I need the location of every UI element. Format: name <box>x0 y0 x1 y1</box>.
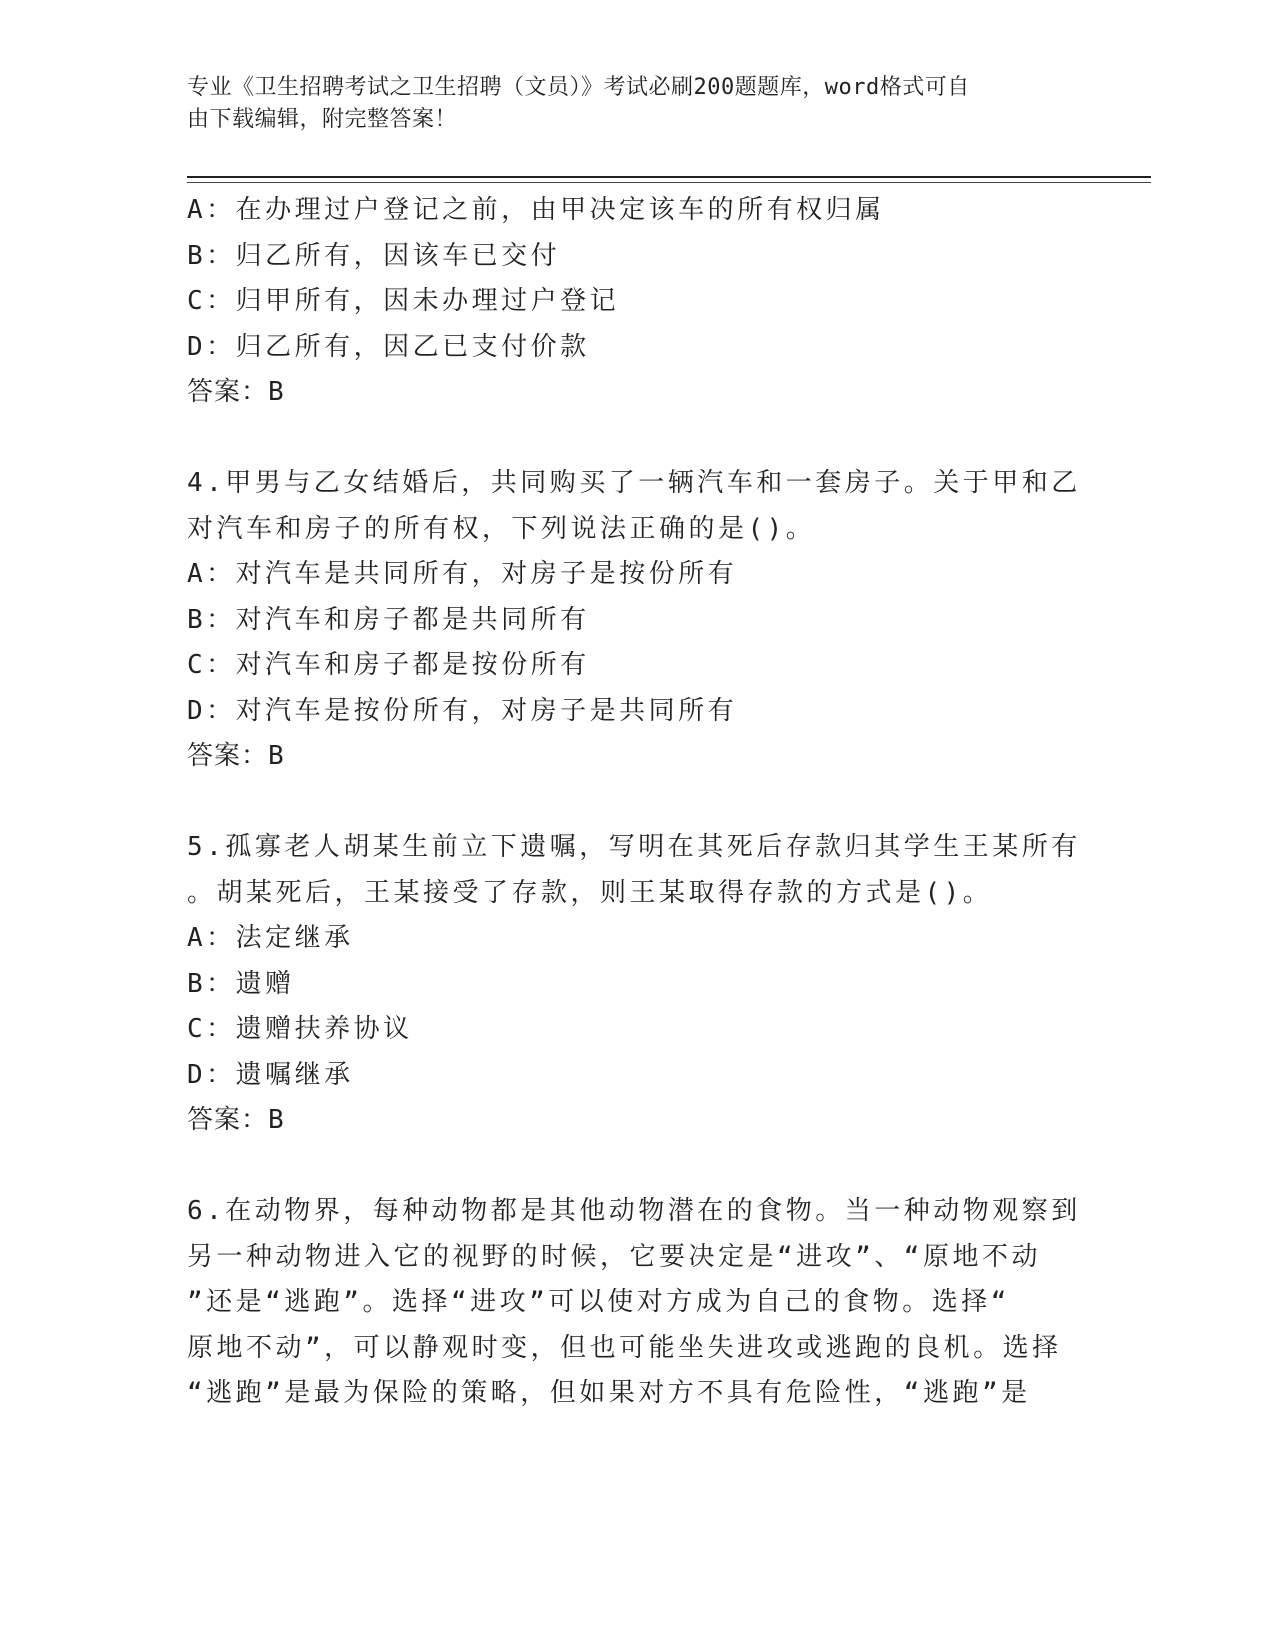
question-stem: 5.孤寡老人胡某生前立下遗嘱，写明在其死后存款归其学生王某所有 <box>187 832 1081 862</box>
answer-line: 答案：B <box>187 377 285 407</box>
option-a: A：法定继承 <box>187 923 354 953</box>
option-b: B：遗赠 <box>187 968 295 999</box>
question-stem: 4.甲男与乙女结婚后，共同购买了一辆汽车和一套房子。关于甲和乙 <box>187 468 1081 498</box>
question-stem: 。胡某死后，王某接受了存款，则王某取得存款的方式是()。 <box>187 877 993 908</box>
question-stem: “逃跑”是最为保险的策略，但如果对方不具有危险性，“逃跑”是 <box>187 1378 1031 1408</box>
spacer <box>187 416 1067 462</box>
question-stem: ”还是“逃跑”。选择“进攻”可以使对方成为自己的食物。选择“ <box>187 1287 1010 1317</box>
option-b: B：对汽车和房子都是共同所有 <box>187 604 590 635</box>
header-line-1: 专业《卫生招聘考试之卫生招聘（文员）》考试必刷200题题库，word格式可自 <box>187 75 970 100</box>
answer-line: 答案：B <box>187 741 285 771</box>
question-stem: 原地不动”，可以静观时变，但也可能坐失进攻或逃跑的良机。选择 <box>187 1332 1062 1363</box>
option-d: D：对汽车是按份所有，对房子是共同所有 <box>187 695 738 726</box>
answer-line: 答案：B <box>187 1105 285 1135</box>
header-line-2: 由下载编辑，附完整答案！ <box>187 107 458 132</box>
question-list <box>187 188 1081 1417</box>
question-5 <box>187 825 1081 1144</box>
question-4 <box>187 461 1081 780</box>
option-a: A：在办理过户登记之前，由甲决定该车的所有权归属 <box>187 195 885 225</box>
option-b: B：归乙所有，因该车已交付 <box>187 240 561 271</box>
question-6 <box>187 1189 1081 1417</box>
document-header <box>187 72 1067 136</box>
option-c: C：遗赠扶养协议 <box>187 1014 413 1044</box>
spacer <box>187 1144 1067 1190</box>
option-c: C：对汽车和房子都是按份所有 <box>187 650 590 680</box>
header-divider-thick <box>187 176 1151 178</box>
question-3 <box>187 188 1067 416</box>
option-d: D：归乙所有，因乙已支付价款 <box>187 331 590 362</box>
option-d: D：遗嘱继承 <box>187 1059 354 1090</box>
option-a: A：对汽车是共同所有，对房子是按份所有 <box>187 559 738 589</box>
question-stem: 对汽车和房子的所有权，下列说法正确的是()。 <box>187 513 816 544</box>
question-stem: 另一种动物进入它的视野的时候，它要决定是“进攻”、“原地不动 <box>187 1241 1041 1272</box>
option-c: C：归甲所有，因未办理过户登记 <box>187 286 620 316</box>
question-stem: 6.在动物界，每种动物都是其他动物潜在的食物。当一种动物观察到 <box>187 1196 1081 1226</box>
header-divider-thin <box>187 182 1151 183</box>
spacer <box>187 780 1067 826</box>
